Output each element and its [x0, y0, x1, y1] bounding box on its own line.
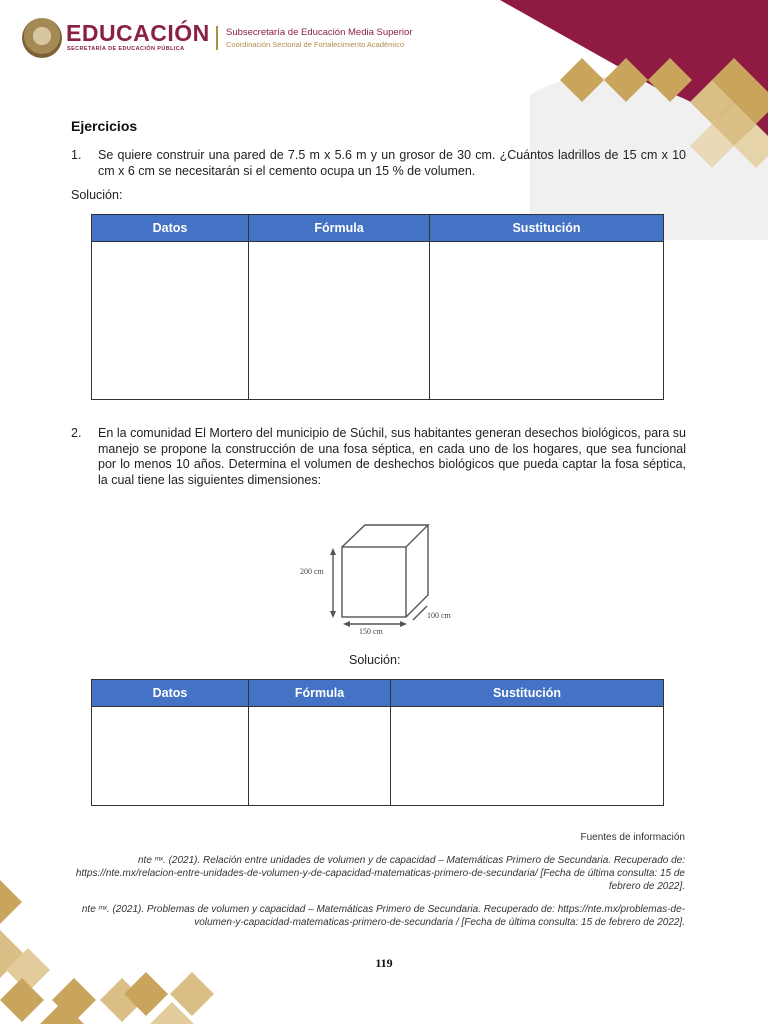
source-item-2: nte ᵐˣ. (2021). Problemas de volumen y capacidad – Matemáticas Primero de Secundaria. Recuperado de: https://nte.mx/problemas-de-volumen-y-capacidad-matematicas-primero-de-secundaria / [Fecha de última consulta: 15 de febrero de 2022].: [81, 904, 685, 928]
exercise-2-table: [91, 679, 664, 806]
exercise-2-number: 2.: [71, 426, 82, 440]
table-cell-sustitucion: [391, 707, 664, 806]
header-line-2: Coordinación Sectorial de Fortalecimiento Académico: [226, 40, 405, 49]
table-cell-datos: [92, 242, 249, 400]
header-line-1: Subsecretaría de Educación Media Superior: [226, 27, 413, 38]
table-cell-sustitucion: [430, 242, 664, 400]
table-header-formula: Fórmula: [249, 215, 430, 242]
section-title: Ejercicios: [71, 118, 138, 134]
table-cell-formula: [249, 707, 391, 806]
exercise-2-solution-label: Solución:: [349, 653, 401, 667]
table-header-sustitucion: Sustitución: [430, 215, 664, 242]
exercise-1-text: Se quiere construir una pared de 7.5 m x 5.6 m y un grosor de 30 cm. ¿Cuántos ladrillos de 15 cm x 10 cm x 6 cm se necesitarán si el cemento ocupa un 15 % de volumen.: [98, 148, 686, 178]
brand-subtitle: SECRETARÍA DE EDUCACIÓN PÚBLICA: [67, 46, 185, 52]
figure-depth-label: 100 cm: [427, 611, 451, 620]
table-header-formula: Fórmula: [249, 680, 391, 707]
brand-title: EDUCACIÓN: [66, 20, 210, 46]
source-item-1: nte ᵐˣ. (2021). Relación entre unidades de volumen y de capacidad – Matemáticas Primero de Secundaria. Recuperado de: https://nte.mx/relacion-entre-unidades-de-volumen-y-de-capacidad-matematicas-primero-de-secundaria/ [Fecha de última consulta: 15 de febrero de 2022].: [75, 855, 685, 892]
sources-title: Fuentes de información: [580, 832, 685, 843]
exercise-1-solution-label: Solución:: [71, 188, 123, 202]
header-divider: [216, 26, 218, 50]
exercise-2-text: En la comunidad El Mortero del municipio de Súchil, sus habitantes generan desechos biológicos, para su manejo se propone la construcción de una fosa séptica, en cada uno de los hogares, que sea funcional por lo menos 10 años. Determina el volumen de deshechos biológicos que pueda captar la fosa séptica, la cual tiene las siguientes dimensiones:: [98, 426, 686, 487]
table-header-sustitucion: Sustitución: [391, 680, 664, 707]
footer-decoration: [0, 870, 230, 1024]
table-header-datos: Datos: [92, 215, 249, 242]
figure-width-label: 150 cm: [359, 627, 383, 636]
table-cell-formula: [249, 242, 430, 400]
exercise-1-table: [91, 214, 664, 400]
table-cell-datos: [92, 707, 249, 806]
figure-height-label: 200 cm: [300, 567, 324, 576]
exercise-1-number: 1.: [71, 148, 82, 162]
page-number: 119: [375, 956, 393, 970]
header-decoration: [490, 0, 768, 245]
coat-of-arms-icon: [22, 18, 62, 58]
table-header-datos: Datos: [92, 680, 249, 707]
